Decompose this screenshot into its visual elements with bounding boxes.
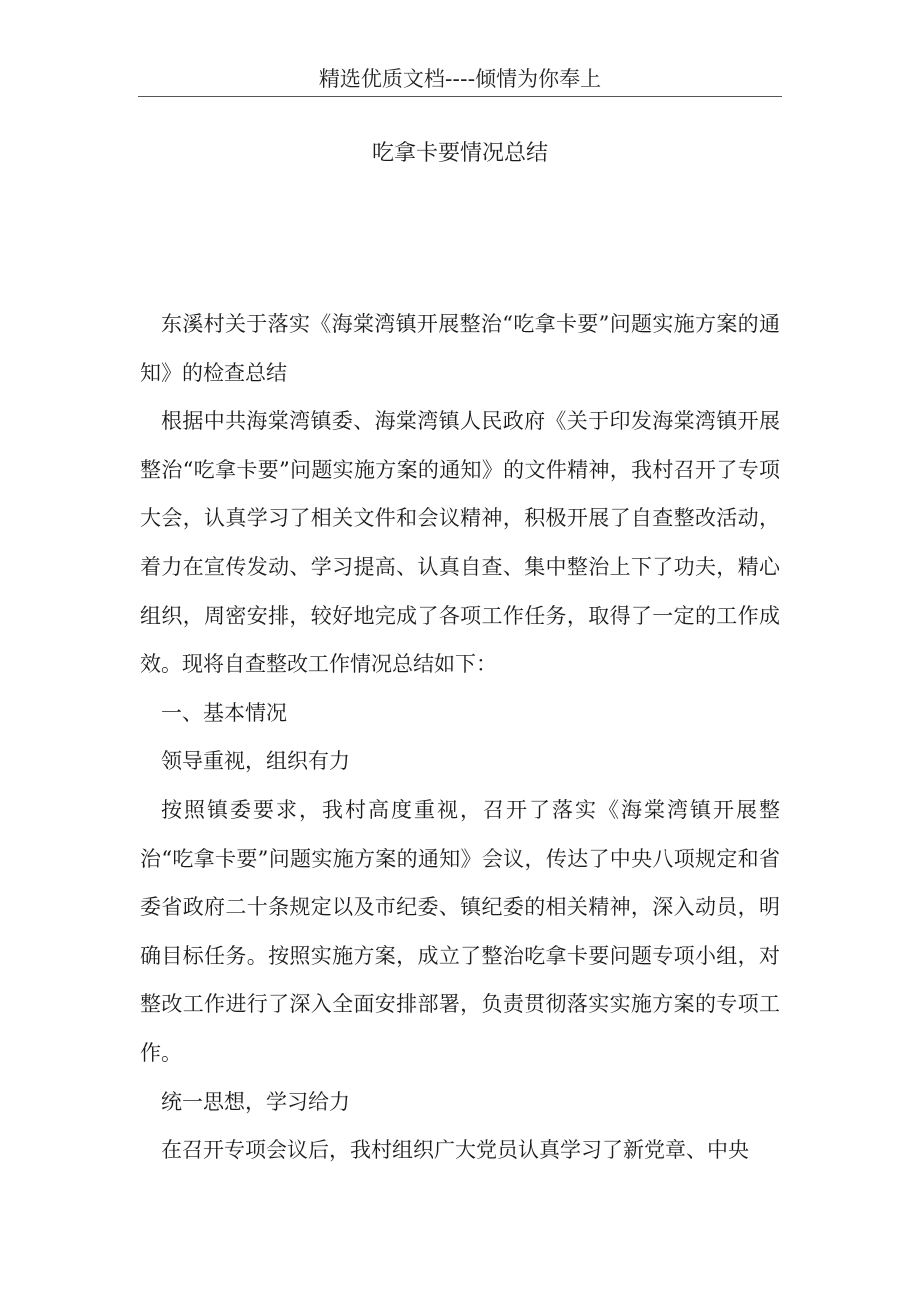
paragraph-subject: 东溪村关于落实《海棠湾镇开展整治“吃拿卡要”问题实施方案的通知》的检查总结 (140, 312, 780, 385)
paragraph-study: 在召开专项会议后，我村组织广大党员认真学习了新党章、中央 (161, 1138, 749, 1163)
subheading-study: 统一思想，学习给力 (161, 1089, 350, 1114)
header-text: 精选优质文档----倾情为你奉上 (318, 67, 602, 91)
section-heading-basic: 一、基本情况 (161, 700, 287, 725)
paragraph-leadership: 按照镇委要求，我村高度重视，召开了落实《海棠湾镇开展整治“吃拿卡要”问题实施方案的通知》会议，传达了中央八项规定和省委省政府二十条规定以及市纪委、镇纪委的相关精神，深入动员，明确目标任务。按照实施方案，成立了整治吃拿卡要问题专项小组，对整改工作进行了深入全面安排部署，负责贯彻落实实施方案的专项工作。 (140, 797, 780, 1065)
subheading-leadership: 领导重视，组织有力 (161, 749, 350, 774)
page-header (138, 62, 782, 97)
document-title: 吃拿卡要情况总结 (371, 141, 548, 166)
document-body (140, 300, 780, 1175)
paragraph-intro: 根据中共海棠湾镇委、海棠湾镇人民政府《关于印发海棠湾镇开展整治“吃拿卡要”问题实施方案的通知》的文件精神，我村召开了专项大会，认真学习了相关文件和会议精神，积极开展了自查整改活动，着力在宣传发动、学习提高、认真自查、集中整治上下了功夫，精心组织，周密安排，较好地完成了各项工作任务，取得了一定的工作成效。现将自查整改工作情况总结如下： (140, 409, 780, 677)
